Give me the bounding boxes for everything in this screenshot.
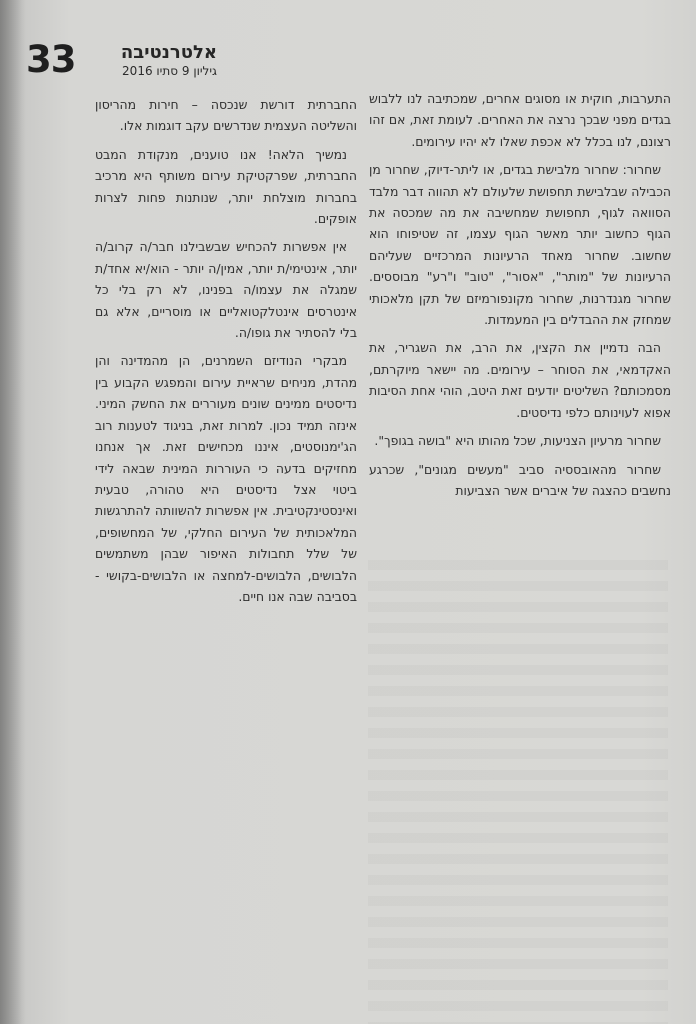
paragraph: הבה נדמיין את הקצין, את הרב, את השגריר, את האקדמאי, את הסוחר – עירומים. מה יישאר מיוקרתם, מסמכותם? השליטים יודעים זאת היטב, הוהי אחת הסיבות אפוא לעוינותם כלפי נדיסטים. [369, 340, 671, 420]
paragraph: שחרור מהאובססיה סביב "מעשים מגונים", שכרגע נחשבים כהצגה של איברים אשר הצביעות [369, 461, 671, 498]
magazine-title: אלטרנטיבה [120, 42, 217, 63]
page-gutter-shadow [0, 0, 26, 1024]
paragraph: אין אפשרות להכחיש שבשבילנו חבר/ה קרוב/ה יותר, אינטימי/ת יותר, אמין/ה יותר - הוא/יא אחד/ת שמגלה את עצמו/ה בפנינו, לא רק בלי כל אינטרסים אינטלקטואליים או מוסריים, אלא גם בלי להסתיר את גופו/ה. [95, 239, 357, 341]
paragraph: שחרור מרעיון הצניעות, שכל מהותו היא "בושה בגופך". [374, 433, 661, 449]
text-column-right [369, 88, 671, 508]
paragraph: מבקרי הנודיזם השמרנים, הן מהמדינה והן מהדת, מניחים שראיית עירום והמפגש הקבוע בין נדיסטים ממינים שונים מעוררים את החשק המיני. אינזה תמיד נכון. למרות זאת, בניגוד לטענות רוב הג'ימנוסטים, איננו מכחישים זאת. אך אנחנו מחזיקים בדעה כי העוררות המינית שבאה לידי ביטוי אצל נדיסטים היא טהורה, טבעית ואינסטינקטיבית. אין אפשרות להשוותה להתרגשות המלאכותית של העירום החלקי, של המחשופים, של שלל תחבולות האיפור שבהן משתמשים הלבושים, הלבושים-למחצה או הלבושים-בקושי - בסביבה שבה אנו חיים. [95, 353, 357, 604]
paragraph: שחרור: שחרור מלבישת בגדים, או ליתר-דיוק, שחרור מן הכבילה שבלבישת תחפושת שלעולם לא תהווה דבר מלבד הסוואה לגוף, תחפושת שמחשיבה את מה שמכסה את הגוף כחשוב יותר מאשר הגוף עצמו, זה שטיפוחו הוא שחשוב. שחרור מאחד הרעיונות המרכזיים שעליהם הרעיונות של "מותר", "אסור", "טוב" ו"רע" מבוססים. שחרור מגנדרנות, שחרור מקונפורמיזם של תקן מלאכותי שמחזק את ההבדלים בין המעמדות. [369, 162, 671, 328]
text-column-left [95, 94, 357, 614]
issue-line: גיליון 9 סתיו 2016 [122, 64, 217, 78]
page-number: 33 [26, 38, 76, 81]
paragraph: נמשיך הלאה! אנו טוענים, מנקודת המבט החברתית, שפרקטיקת עירום משותף היא מרכיב בחברות מוצלחת יותר, שנותנות פחות לצרות אופקים. [95, 146, 357, 227]
paragraph: החברתית דורשת שנכסה – חירות מהריסון והשליטה העצמית שנדרשים עקב דוגמות אלו. [95, 97, 357, 134]
show-through-text [368, 560, 668, 1024]
paragraph: התערבות, חוקית או מסוגים אחרים, שמכתיבה לנו ללבוש בגדים מפני שבכך נרצה את האחרים. לעומת זאת, אם זהו רצונם, לנו בכלל לא אכפת שאלו לא יהיו עירומים. [369, 91, 671, 149]
